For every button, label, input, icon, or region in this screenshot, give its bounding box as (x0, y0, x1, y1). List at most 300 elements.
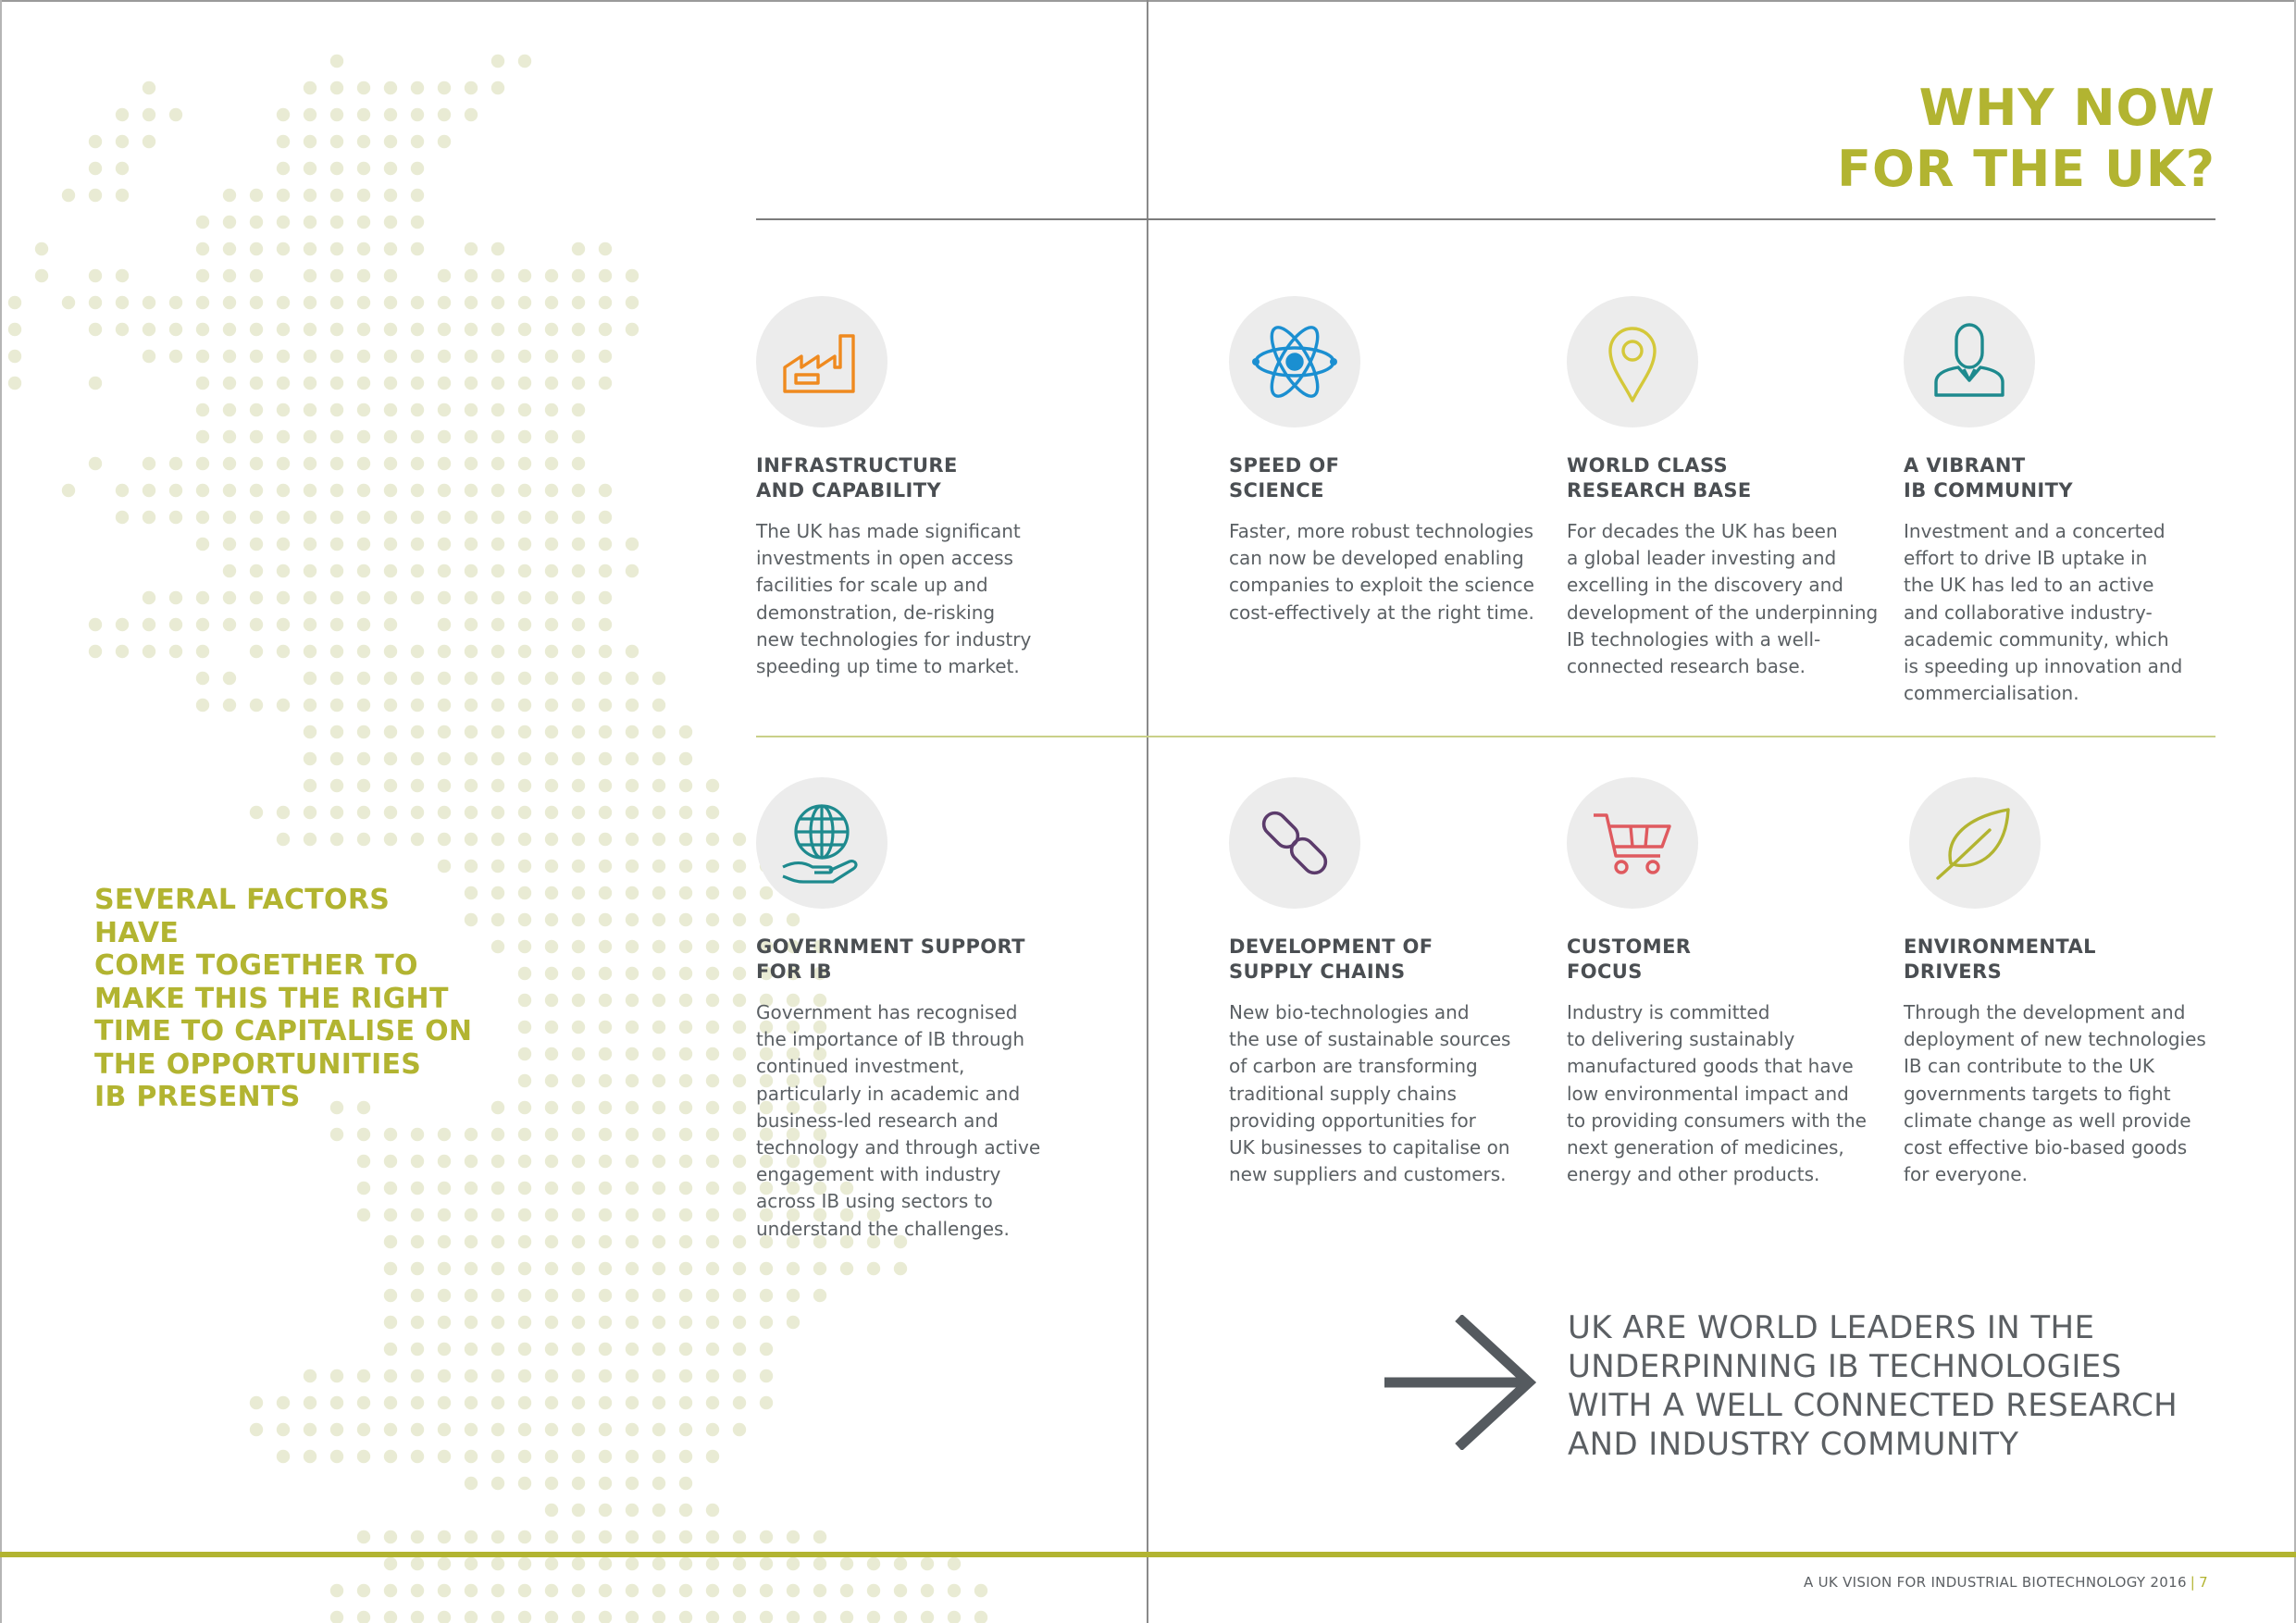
map-dot (330, 1396, 343, 1409)
map-dot (572, 967, 585, 980)
card-body-line: IB can contribute to the UK (1904, 1055, 2155, 1078)
map-dot (330, 108, 343, 121)
factor-card-speed-of-science (1229, 296, 1544, 624)
map-dot (223, 350, 236, 363)
map-dot (572, 591, 585, 604)
map-dot (491, 1477, 504, 1490)
map-dot (411, 1316, 424, 1329)
map-dot (572, 1530, 585, 1543)
map-dot (518, 940, 531, 953)
map-dot (357, 108, 370, 121)
map-dot (465, 296, 478, 309)
map-dot (62, 296, 75, 309)
map-dot (330, 350, 343, 363)
card-heading-line: AND CAPABILITY (756, 479, 942, 502)
map-dot (626, 1450, 639, 1463)
card-heading-line: IB COMMUNITY (1904, 479, 2073, 502)
map-dot (438, 1450, 451, 1463)
map-dot (384, 725, 397, 738)
map-dot (384, 538, 397, 551)
callout-line: AND INDUSTRY COMMUNITY (1568, 1426, 2019, 1463)
map-dot (813, 1611, 826, 1623)
callout-line: UK ARE WORLD LEADERS IN THE (1568, 1309, 2095, 1346)
map-dot (545, 1262, 558, 1275)
map-dot (384, 1530, 397, 1543)
map-dot (330, 1584, 343, 1597)
map-dot (169, 108, 182, 121)
map-dot (491, 350, 504, 363)
card-heading-line: CUSTOMER (1567, 935, 1692, 958)
map-dot (894, 1611, 907, 1623)
map-dot (330, 55, 343, 68)
map-dot (411, 189, 424, 202)
map-dot (411, 350, 424, 363)
atom-icon-badge (1229, 296, 1360, 427)
map-dot (518, 296, 531, 309)
footer-separator: | (2190, 1574, 2196, 1591)
map-dot (760, 1530, 773, 1543)
map-dot (760, 1557, 773, 1570)
location-pin-icon-badge (1567, 296, 1698, 427)
map-dot (840, 1611, 853, 1623)
map-dot (518, 1074, 531, 1087)
map-dot (277, 403, 290, 416)
card-body-line: cost effective bio-based goods (1904, 1136, 2188, 1159)
map-dot (599, 994, 612, 1007)
map-dot (706, 1316, 719, 1329)
map-dot (169, 296, 182, 309)
card-heading-line: FOR IB (756, 960, 832, 983)
map-dot (679, 1423, 692, 1436)
map-dot (277, 645, 290, 658)
map-dot (438, 591, 451, 604)
map-dot (679, 1208, 692, 1221)
map-dot (921, 1611, 934, 1623)
card-body-line: low environmental impact and (1567, 1082, 1849, 1105)
map-dot (330, 1128, 343, 1141)
map-dot (330, 1369, 343, 1382)
map-dot (169, 511, 182, 524)
map-dot (89, 162, 102, 175)
card-body-line: development of the underpinning (1567, 601, 1879, 624)
map-dot (384, 511, 397, 524)
map-dot (518, 564, 531, 577)
map-dot (652, 725, 665, 738)
map-dot (411, 1557, 424, 1570)
map-dot (304, 296, 316, 309)
map-dot (787, 1584, 800, 1597)
card-body-line: the UK has led to an active (1904, 574, 2154, 597)
map-dot (277, 1450, 290, 1463)
map-dot (733, 940, 746, 953)
map-dot (518, 1369, 531, 1382)
map-dot (679, 1369, 692, 1382)
map-dot (89, 323, 102, 336)
map-dot (438, 81, 451, 94)
map-dot (599, 1208, 612, 1221)
map-dot (948, 1584, 961, 1597)
card-body-line: understand the challenges. (756, 1217, 1010, 1240)
intro-line: TIME TO CAPITALISE ON (94, 1015, 473, 1047)
map-dot (491, 296, 504, 309)
map-dot (652, 886, 665, 899)
map-dot (357, 350, 370, 363)
map-dot (223, 377, 236, 390)
map-dot (599, 564, 612, 577)
map-dot (438, 833, 451, 846)
card-heading-line: GOVERNMENT SUPPORT (756, 935, 1025, 958)
map-dot (599, 779, 612, 792)
map-dot (518, 967, 531, 980)
map-dot (143, 296, 155, 309)
map-dot (545, 699, 558, 712)
map-dot (411, 806, 424, 819)
map-dot (8, 296, 21, 309)
map-dot (304, 484, 316, 497)
map-dot (572, 1128, 585, 1141)
map-dot (572, 645, 585, 658)
map-dot (89, 135, 102, 148)
map-dot (116, 189, 129, 202)
map-dot (491, 1396, 504, 1409)
map-dot (384, 457, 397, 470)
map-dot (679, 1182, 692, 1195)
map-dot (438, 135, 451, 148)
map-dot (599, 591, 612, 604)
map-dot (357, 752, 370, 765)
map-dot (491, 752, 504, 765)
shopping-cart-icon-badge (1567, 777, 1698, 909)
map-dot (626, 323, 639, 336)
map-dot (518, 699, 531, 712)
map-dot (679, 913, 692, 926)
card-body (1567, 518, 1878, 680)
map-dot (330, 484, 343, 497)
map-dot (652, 779, 665, 792)
globe-hand-icon (776, 797, 868, 889)
map-dot (518, 806, 531, 819)
map-dot (384, 752, 397, 765)
card-body-line: Through the development and (1904, 1001, 2186, 1023)
map-dot (733, 1208, 746, 1221)
map-dot (652, 1208, 665, 1221)
map-dot (411, 403, 424, 416)
map-dot (438, 1208, 451, 1221)
page-title (1837, 78, 2215, 200)
map-dot (518, 538, 531, 551)
map-dot (384, 377, 397, 390)
map-dot (626, 1316, 639, 1329)
map-dot (491, 1316, 504, 1329)
map-dot (196, 242, 209, 255)
map-dot (304, 511, 316, 524)
card-body-line: The UK has made significant (756, 520, 1021, 542)
map-dot (518, 1557, 531, 1570)
map-dot (491, 699, 504, 712)
map-dot (411, 430, 424, 443)
map-dot (384, 242, 397, 255)
card-body-line: excelling in the discovery and (1567, 574, 1843, 597)
map-dot (599, 538, 612, 551)
map-dot (223, 242, 236, 255)
map-dot (518, 1155, 531, 1168)
map-dot (330, 699, 343, 712)
factor-card-customer-focus (1567, 777, 1881, 1186)
map-dot (679, 1021, 692, 1034)
map-dot (330, 430, 343, 443)
map-dot (250, 564, 263, 577)
map-dot (304, 162, 316, 175)
map-dot (840, 1557, 853, 1570)
map-dot (572, 1557, 585, 1570)
map-dot (679, 725, 692, 738)
map-dot (491, 1208, 504, 1221)
map-dot (599, 242, 612, 255)
map-dot (250, 403, 263, 416)
shopping-cart-icon (1586, 797, 1679, 889)
map-dot (89, 269, 102, 282)
map-dot (733, 860, 746, 873)
map-dot (438, 725, 451, 738)
card-body-line: connected research base. (1567, 655, 1806, 678)
map-dot (518, 752, 531, 765)
map-dot (840, 1584, 853, 1597)
callout-line: UNDERPINNING IB TECHNOLOGIES (1568, 1348, 2122, 1385)
map-dot (679, 1557, 692, 1570)
card-body-line: Government has recognised (756, 1001, 1018, 1023)
leaf-icon (1929, 797, 2021, 889)
map-dot (679, 1074, 692, 1087)
map-dot (411, 645, 424, 658)
map-dot (223, 323, 236, 336)
map-dot (465, 1182, 478, 1195)
map-dot (330, 806, 343, 819)
map-dot (35, 242, 48, 255)
map-dot (652, 1369, 665, 1382)
map-dot (465, 323, 478, 336)
card-body-line: of carbon are transforming (1229, 1055, 1478, 1078)
map-dot (411, 1369, 424, 1382)
map-dot (438, 752, 451, 765)
map-dot (706, 1208, 719, 1221)
map-dot (438, 323, 451, 336)
card-body-line: can now be developed enabling (1229, 547, 1524, 570)
footer-rule (0, 1552, 2296, 1557)
map-dot (518, 1423, 531, 1436)
map-dot (518, 1584, 531, 1597)
map-dot (465, 403, 478, 416)
map-dot (116, 269, 129, 282)
map-dot (733, 967, 746, 980)
map-dot (599, 1369, 612, 1382)
map-dot (706, 1343, 719, 1356)
map-dot (679, 886, 692, 899)
map-dot (384, 1235, 397, 1248)
map-dot (330, 538, 343, 551)
map-dot (867, 1557, 880, 1570)
map-dot (277, 430, 290, 443)
map-dot (411, 457, 424, 470)
map-dot (572, 725, 585, 738)
map-dot (250, 350, 263, 363)
map-dot (304, 672, 316, 685)
map-dot (626, 1074, 639, 1087)
map-dot (116, 108, 129, 121)
map-dot (652, 1584, 665, 1597)
map-dot (277, 135, 290, 148)
map-dot (921, 1557, 934, 1570)
map-dot (572, 269, 585, 282)
map-dot (384, 779, 397, 792)
map-dot (465, 860, 478, 873)
map-dot (572, 1423, 585, 1436)
map-dot (411, 81, 424, 94)
map-dot (652, 940, 665, 953)
map-dot (626, 1530, 639, 1543)
map-dot (545, 1504, 558, 1517)
map-dot (89, 457, 102, 470)
map-dot (626, 1343, 639, 1356)
map-dot (304, 779, 316, 792)
map-dot (491, 806, 504, 819)
card-body-line: across IB using sectors to (756, 1190, 993, 1213)
map-dot (357, 1611, 370, 1623)
map-dot (465, 350, 478, 363)
map-dot (706, 1423, 719, 1436)
map-dot (599, 1101, 612, 1114)
map-dot (465, 1155, 478, 1168)
map-dot (626, 699, 639, 712)
page-title-line-2: FOR THE UK? (1837, 140, 2215, 198)
map-dot (652, 1450, 665, 1463)
map-dot (894, 1584, 907, 1597)
page-spine-divider (1147, 0, 1148, 1623)
map-dot (304, 591, 316, 604)
map-dot (223, 457, 236, 470)
map-dot (626, 913, 639, 926)
card-body-line: governments targets to fight (1904, 1082, 2171, 1105)
map-dot (116, 618, 129, 631)
map-dot (357, 806, 370, 819)
map-dot (357, 564, 370, 577)
person-icon (1923, 316, 2016, 408)
map-dot (572, 484, 585, 497)
map-dot (304, 806, 316, 819)
map-dot (626, 1477, 639, 1490)
map-dot (411, 752, 424, 765)
map-dot (411, 1450, 424, 1463)
map-dot (626, 564, 639, 577)
map-dot (572, 1289, 585, 1302)
map-dot (411, 242, 424, 255)
map-dot (626, 296, 639, 309)
map-dot (545, 296, 558, 309)
map-dot (572, 618, 585, 631)
map-dot (733, 994, 746, 1007)
map-dot (626, 269, 639, 282)
map-dot (706, 1262, 719, 1275)
map-dot (438, 1235, 451, 1248)
map-dot (277, 618, 290, 631)
map-dot (652, 672, 665, 685)
map-dot (760, 1289, 773, 1302)
map-dot (921, 1584, 934, 1597)
card-body-line: academic community, which (1904, 627, 2169, 650)
card-body-line: and collaborative industry- (1904, 601, 2153, 624)
map-dot (518, 377, 531, 390)
map-dot (626, 1128, 639, 1141)
map-dot (599, 484, 612, 497)
map-dot (304, 1423, 316, 1436)
map-dot (518, 779, 531, 792)
map-dot (545, 752, 558, 765)
map-dot (626, 1611, 639, 1623)
map-dot (250, 269, 263, 282)
map-dot (384, 484, 397, 497)
map-dot (491, 81, 504, 94)
map-dot (116, 645, 129, 658)
map-dot (679, 1101, 692, 1114)
map-dot (491, 564, 504, 577)
map-dot (706, 1235, 719, 1248)
map-dot (384, 216, 397, 229)
card-heading-line: A VIBRANT (1904, 454, 2026, 477)
map-dot (411, 1396, 424, 1409)
map-dot (599, 833, 612, 846)
map-dot (706, 1450, 719, 1463)
map-dot (652, 1423, 665, 1436)
map-dot (357, 430, 370, 443)
map-dot (491, 1584, 504, 1597)
map-dot (411, 1584, 424, 1597)
card-body (756, 999, 1040, 1243)
map-dot (196, 296, 209, 309)
map-dot (491, 1155, 504, 1168)
map-dot (706, 1182, 719, 1195)
map-dot (465, 538, 478, 551)
map-dot (411, 779, 424, 792)
map-dot (626, 1101, 639, 1114)
map-dot (411, 1235, 424, 1248)
map-dot (143, 323, 155, 336)
map-dot (545, 645, 558, 658)
map-dot (277, 699, 290, 712)
map-dot (438, 1611, 451, 1623)
map-dot (196, 377, 209, 390)
map-dot (330, 645, 343, 658)
map-dot (572, 1450, 585, 1463)
card-body (1229, 999, 1510, 1188)
map-dot (465, 1477, 478, 1490)
map-dot (491, 833, 504, 846)
map-dot (330, 1611, 343, 1623)
map-dot (384, 1262, 397, 1275)
map-dot (357, 833, 370, 846)
map-dot (545, 377, 558, 390)
map-dot (384, 1450, 397, 1463)
map-dot (116, 162, 129, 175)
map-dot (143, 645, 155, 658)
map-dot (813, 1262, 826, 1275)
map-dot (169, 591, 182, 604)
card-heading (1567, 453, 1752, 503)
map-dot (357, 135, 370, 148)
map-dot (599, 1021, 612, 1034)
map-dot (813, 1557, 826, 1570)
map-dot (465, 242, 478, 255)
map-dot (545, 1074, 558, 1087)
map-dot (89, 645, 102, 658)
